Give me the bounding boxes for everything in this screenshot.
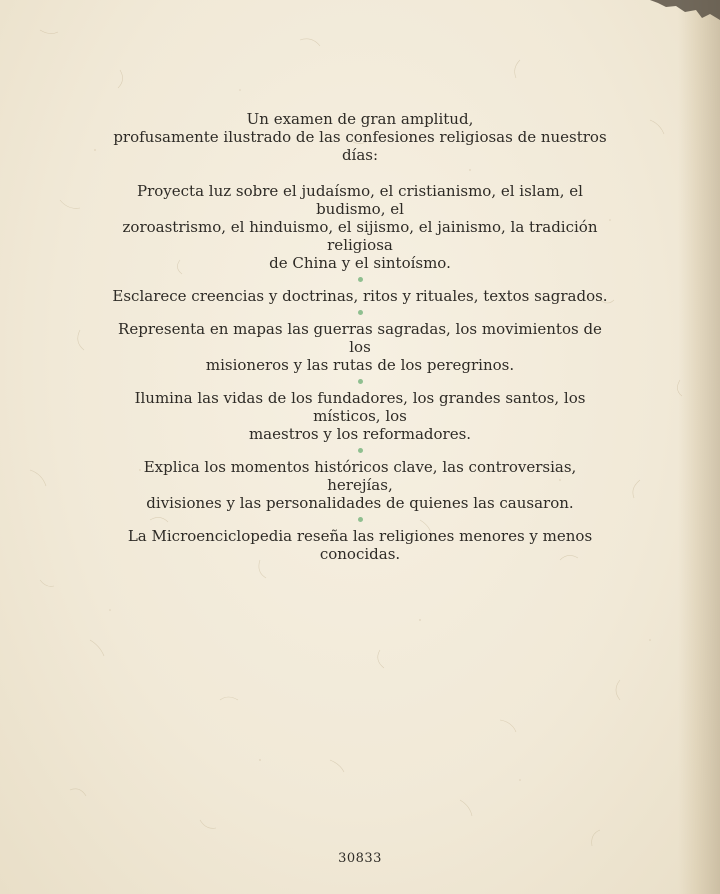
feature-line: Esclarece creencias y doctrinas, ritos y rituales, textos sagrados. xyxy=(112,287,608,305)
intro-line: profusamente ilustrado de las confesiones religiosas de nuestros días: xyxy=(113,128,607,164)
intro-line: Un examen de gran amplitud, xyxy=(246,110,474,128)
torn-corner xyxy=(630,0,720,24)
feature-item xyxy=(110,320,610,374)
separator-dot-icon xyxy=(358,310,363,315)
separator-dot-icon xyxy=(358,379,363,384)
feature-line: La Microenciclopedia reseña las religiones menores y menos conocidas. xyxy=(127,527,593,563)
intro-paragraph xyxy=(110,110,610,164)
feature-item xyxy=(110,458,610,512)
feature-line: zoroastrismo, el hinduismo, el sijismo, el jainismo, la tradición religiosa xyxy=(122,218,598,254)
feature-item xyxy=(110,182,610,272)
feature-line: maestros y los reformadores. xyxy=(248,425,472,443)
catalog-number: 30833 xyxy=(338,851,382,866)
feature-line: de China y el sintoísmo. xyxy=(269,254,451,272)
separator-dot-icon xyxy=(358,448,363,453)
feature-line: Proyecta luz sobre el judaísmo, el cristianismo, el islam, el budismo, el xyxy=(137,182,583,218)
worn-spine-edge xyxy=(678,0,720,894)
feature-line: Explica los momentos históricos clave, las controversias, herejías, xyxy=(143,458,577,494)
feature-line: misioneros y las rutas de los peregrinos. xyxy=(205,356,515,374)
separator-dot-icon xyxy=(358,517,363,522)
separator-dot-icon xyxy=(358,277,363,282)
feature-item xyxy=(110,389,610,443)
feature-item xyxy=(110,527,610,563)
feature-line: divisiones y las personalidades de quienes las causaron. xyxy=(146,494,574,512)
feature-line: Ilumina las vidas de los fundadores, los grandes santos, los místicos, los xyxy=(134,389,586,425)
feature-line: Representa en mapas las guerras sagradas, los movimientos de los xyxy=(118,320,602,356)
description-text-block xyxy=(110,110,610,563)
feature-item xyxy=(110,287,610,305)
